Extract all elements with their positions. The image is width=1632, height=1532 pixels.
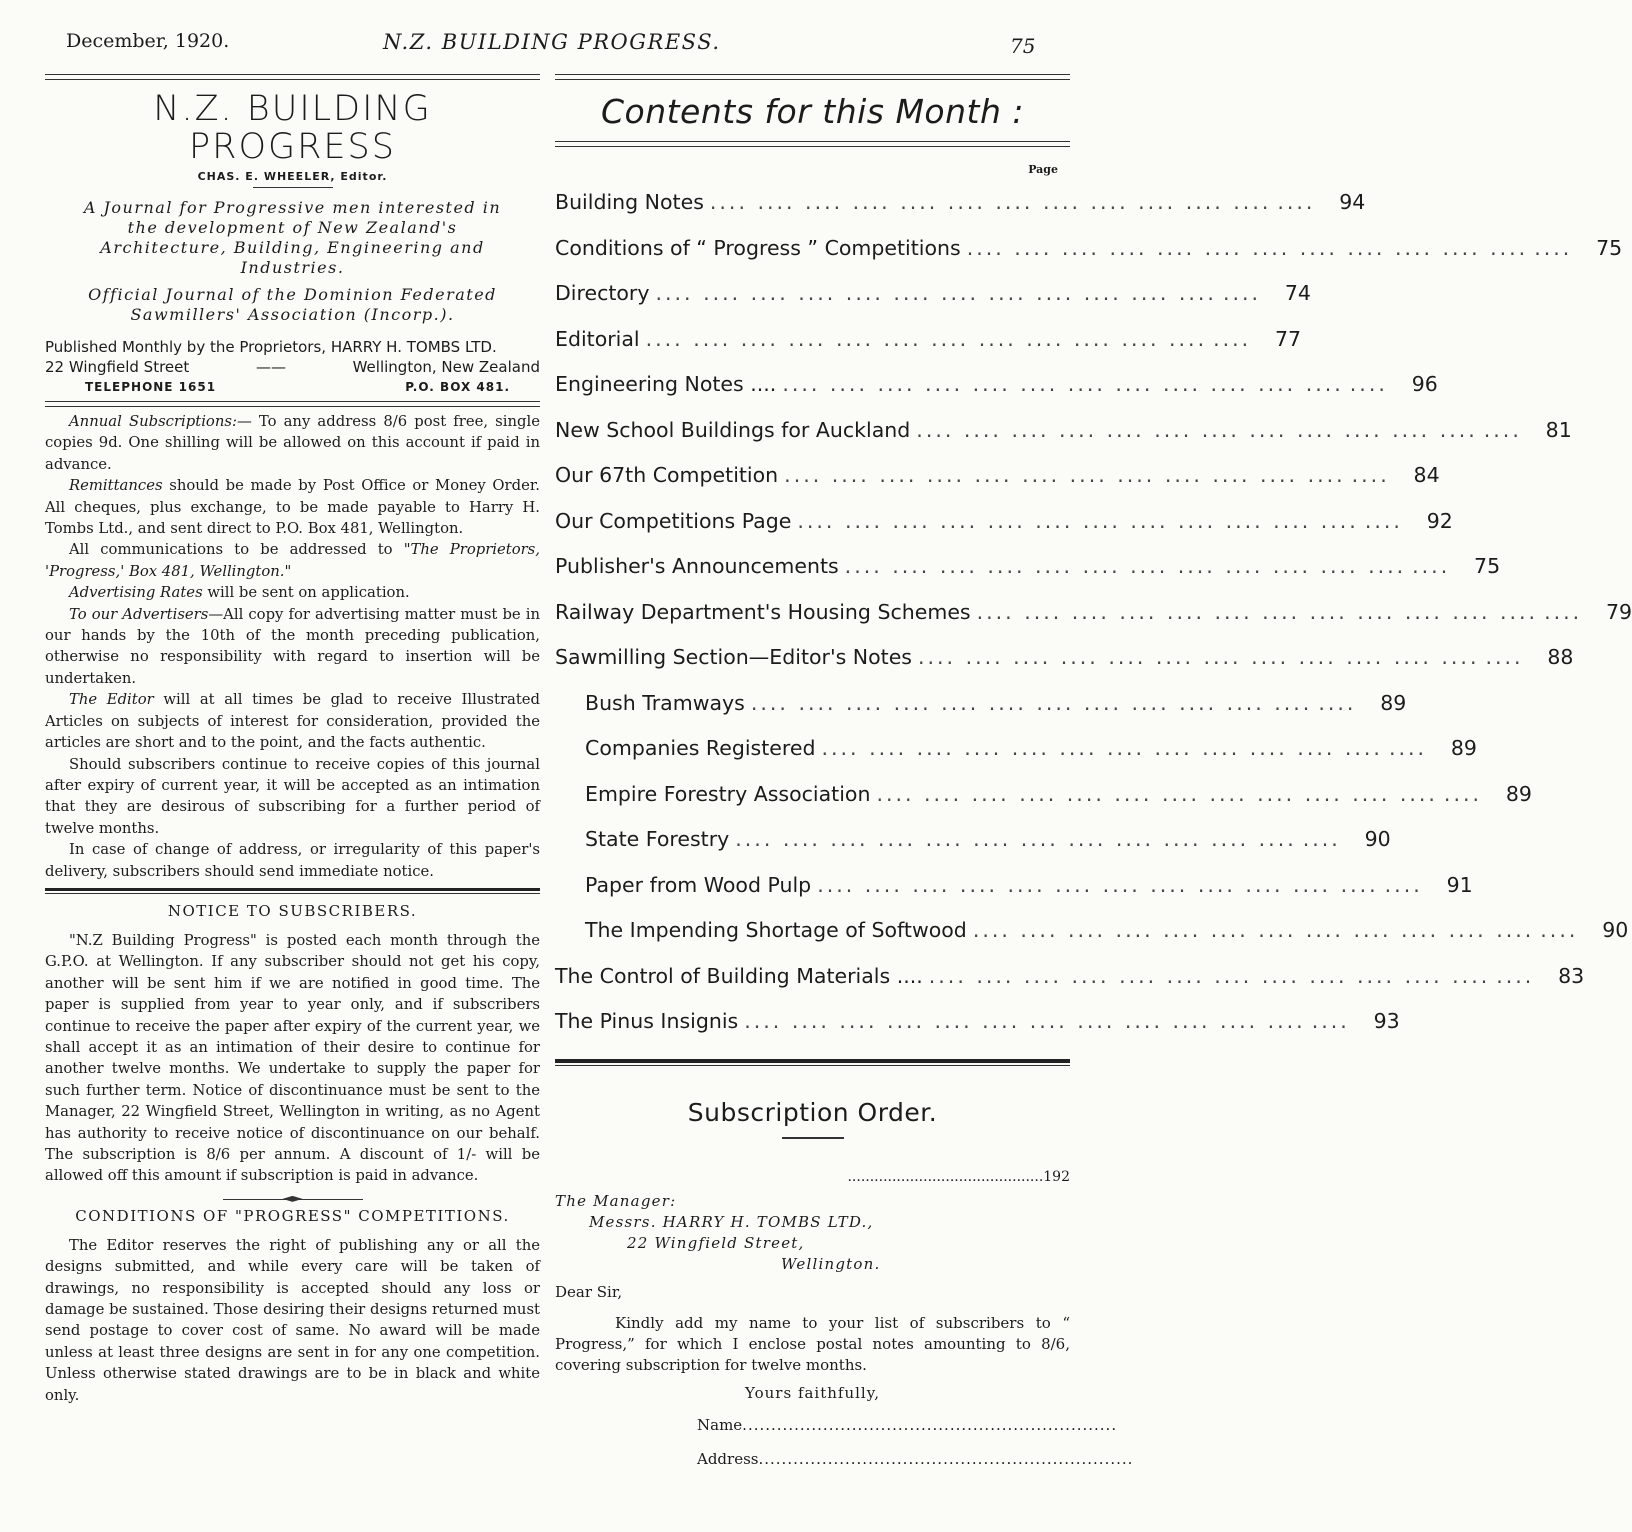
salutation: Dear Sir, [555, 1282, 623, 1301]
contents-dots: .... [1311, 1009, 1350, 1033]
contents-top-rule [555, 74, 1070, 80]
contents-leader-dots [729, 817, 1296, 863]
masthead-title: N.Z. BUILDING PROGRESS [153, 89, 432, 167]
contents-entry-page: 77 [1275, 326, 1302, 351]
contents-entry-title: Conditions of “ Progress ” Competitions [555, 235, 961, 260]
contents-leader-dots [791, 499, 1358, 545]
annual-subscriptions-para: Annual Subscriptions:— To any address 8/6 post free, single copies 9d. One shilling will be allowed on this account if paid in advance. [45, 413, 540, 473]
contents-entry-title: Editorial [555, 326, 640, 351]
contents-entry-title: State Forestry [585, 827, 730, 851]
contents-entry-title: Sawmilling Section—Editor's Notes [555, 645, 912, 669]
publisher-address [45, 357, 540, 377]
name-field[interactable] [555, 1415, 1118, 1434]
running-head [0, 30, 1114, 60]
contents-dots: .... [1496, 963, 1535, 988]
address-dash: —— [255, 358, 286, 376]
contents-entry-title: Our Competitions Page [555, 508, 792, 533]
contents-dots: .... [1302, 827, 1341, 851]
contents-entry [555, 499, 1453, 545]
contents-entry-page: 84 [1413, 463, 1440, 487]
contents-leader-dots [738, 999, 1305, 1045]
contents-entry [555, 317, 1302, 363]
contents-entry-title: Empire Forestry Association [585, 781, 871, 806]
contents-entry-title: Publisher's Announcements [555, 554, 839, 578]
po-box: P.O. BOX 481. [405, 380, 510, 394]
contents-bottom-rule [555, 141, 1070, 147]
contents-entry-page: 91 [1446, 872, 1473, 897]
contents-entry-title: Our 67th Competition [555, 463, 779, 487]
contents-dots: .... [1540, 918, 1579, 942]
publisher-contacts [45, 377, 540, 397]
subscription-info [45, 411, 540, 882]
city: Wellington, New Zealand [352, 358, 540, 376]
contents-entry [555, 908, 1629, 954]
contents-dots: .... [1485, 645, 1524, 669]
contents-entry-page: 74 [1284, 281, 1311, 305]
contents-leader-dots [745, 681, 1312, 727]
contents-dots: .... [1318, 690, 1357, 715]
contents-dots: .... [1388, 736, 1428, 760]
addr-company: Messrs. HARRY H. TOMBS LTD., [589, 1212, 874, 1231]
street: 22 Wingfield Street [45, 358, 190, 376]
contents-leader-dots [971, 590, 1538, 636]
subscription-title-rule [782, 1137, 844, 1139]
address-label: Address [697, 1449, 759, 1468]
contents-dots: .... [1483, 417, 1522, 442]
contents-entry [555, 726, 1477, 772]
subscription-order-title: Subscription Order. [687, 1097, 938, 1127]
subscription-top-rule [555, 1059, 1070, 1066]
contents-entry-title: The Impending Shortage of Softwood [585, 918, 967, 942]
issue-date: December, 1920. [66, 30, 230, 52]
contents-dots: .... [1277, 190, 1316, 214]
contents-entry-title: Companies Registered [585, 736, 816, 760]
journal-tagline: A Journal for Progressive men interested in the development of New Zealand's Architecture, Building, Engineering and Industries. [83, 198, 502, 277]
contents-entry-page: 93 [1373, 1009, 1400, 1033]
contents-dots: .... [1213, 326, 1252, 351]
contents-entry-page: 90 [1602, 918, 1629, 942]
contents-entry-title: Directory [555, 281, 650, 305]
page-number: 75 [1010, 34, 1036, 58]
contents-entry [555, 954, 1585, 1000]
contents-leader-dots [704, 180, 1271, 226]
contents-entry-page: 92 [1426, 508, 1453, 533]
contents-entry [555, 362, 1438, 408]
contents-leader-dots [923, 954, 1490, 1000]
editor-credit: CHAS. E. WHEELER, Editor. [197, 170, 388, 183]
addr-city: Wellington. [781, 1254, 881, 1273]
contents-entry [555, 999, 1400, 1045]
remittances-para: Remittances should be made by Post Office or Money Order. All cheques, plus exchange, to be made payable to Harry H. Tombs Ltd., and sent direct to P.O. Box 481, Wellington. [45, 477, 540, 538]
contents-entry [555, 635, 1574, 681]
contents-dots: .... [1384, 872, 1423, 897]
telephone: TELEPHONE 1651 [85, 380, 217, 394]
address-field[interactable] [555, 1449, 1134, 1468]
contents-leader-dots [910, 408, 1477, 454]
contents-entry [555, 226, 1623, 272]
contents-leader-dots [961, 226, 1528, 272]
contents-entry-title: Paper from Wood Pulp [585, 872, 812, 897]
contents-dots: .... [1534, 235, 1573, 260]
contents-leader-dots [776, 362, 1343, 408]
notice-body [45, 930, 540, 1187]
contents-leader-dots [815, 726, 1382, 772]
communications-para: All communications to be addressed to "The Proprietors, 'Progress,' Box 481, Wellington." [45, 541, 540, 580]
closing: Yours faithfully, [745, 1383, 880, 1402]
conditions-title: CONDITIONS OF "PROGRESS" COMPETITIONS. [75, 1206, 510, 1225]
contents-leader-dots [811, 863, 1378, 909]
publisher-info [45, 337, 540, 397]
contents-entry-page: 88 [1547, 645, 1574, 669]
name-label: Name [697, 1415, 743, 1434]
contents-entry-title: The Control of Building Materials .... [555, 963, 923, 988]
contents-entry-page: 89 [1380, 690, 1407, 715]
journal-running-title: N.Z. BUILDING PROGRESS. [383, 30, 721, 54]
contents-dots: .... [1351, 463, 1390, 487]
contents-entry-title: The Pinus Insignis [555, 1009, 739, 1033]
change-address-para: In case of change of address, or irregularity of this paper's delivery, subscribers should send immediate notice. [45, 841, 540, 880]
contents-entry-title: Railway Department's Housing Schemes [555, 599, 971, 624]
contents-leader-dots [870, 772, 1437, 818]
contents-leader-dots [640, 317, 1207, 363]
contents-entry-page: 96 [1411, 372, 1438, 396]
contents-entry-page: 89 [1450, 736, 1477, 760]
contents-dots: .... [1443, 781, 1482, 806]
contents-entry [555, 180, 1366, 226]
publisher-line: Published Monthly by the Proprietors, HARRY H. TOMBS LTD. [45, 338, 497, 356]
contents-dots: .... [1222, 281, 1262, 305]
contents-entry [555, 863, 1473, 909]
contents-entry-page: 90 [1364, 827, 1391, 851]
contents-dots: .... [1544, 599, 1583, 624]
contents-entry-title: New School Buildings for Auckland [555, 417, 911, 442]
addr-manager: The Manager: [555, 1191, 677, 1210]
to-advertisers-para: To our Advertisers—All copy for advertising matter must be in our hands by the 10th of the month preceding publication, otherwise no responsibility with regard to insertion will be undertaken. [45, 605, 541, 687]
page-column-header: Page [1028, 163, 1058, 176]
manager-address [555, 1191, 1070, 1275]
continue-para: Should subscribers continue to receive copies of this journal after expiry of current year, it will be accepted as an intimation that they are desirous of subscribing for a further period of twelve months. [45, 755, 540, 837]
contents-entry-title: Bush Tramways [585, 690, 745, 715]
notice-para: "N.Z Building Progress" is posted each month through the G.P.O. at Wellington. If any subscriber should not get his copy, another will be sent him if we are notified in good time. The paper is supplied from year to year only, and if subscribers continue to receive the paper after expiry of the current year, we shall accept it as an intimation of their desire to continue for another twelve months. We undertake to supply the paper for such further term. Notice of discontinuance must be sent to the Manager, 22 Wingfield Street, Wellington in writing, as no Agent has authority to receive notice of discontinuance on our behalf. The subscription is 8/6 per annum. A discount of 1/- will be allowed off this amount if subscription is paid in advance. [45, 931, 540, 1185]
contents-entry-page: 89 [1505, 781, 1532, 806]
contents-leader-dots [778, 453, 1345, 499]
notice-top-rule [45, 888, 540, 894]
contents-dots: .... [1349, 372, 1388, 396]
contents-entry-title: Engineering Notes .... [555, 372, 777, 396]
contents-entry-page: 79 [1605, 599, 1632, 624]
contents-list [555, 180, 1632, 1045]
left-column [45, 74, 540, 1406]
contents-entry [555, 408, 1572, 454]
contents-leader-dots [967, 908, 1534, 954]
contents-entry [555, 590, 1632, 636]
name-field-dots: ................................................................. [742, 1415, 1118, 1434]
masthead-top-rule [45, 74, 540, 80]
contents-entry [555, 681, 1407, 727]
advertising-rates-para: Advertising Rates will be sent on application. [69, 584, 410, 602]
contents-entry [555, 817, 1391, 863]
contents-entry-page: 81 [1545, 417, 1572, 442]
editor-para: The Editor will at all times be glad to receive Illustrated Articles on subjects of interest for consideration, provided the articles are short and to the point, and the facts authentic. [45, 691, 541, 752]
contents-entry-page: 83 [1558, 963, 1585, 988]
contents-entry [555, 772, 1532, 818]
contents-entry-page: 94 [1339, 190, 1366, 214]
contents-dots: .... [1364, 508, 1403, 533]
date-line: ............................................192 [847, 1168, 1070, 1185]
contents-leader-dots [839, 544, 1406, 590]
contents-entry-page: 75 [1596, 235, 1623, 260]
contents-leader-dots [912, 635, 1479, 681]
subscription-body [555, 1313, 1070, 1376]
contents-entry [555, 453, 1440, 499]
conditions-body [45, 1235, 540, 1406]
contents-leader-dots [649, 271, 1216, 317]
subscription-request: Kindly add my name to your list of subscribers to “ Progress,” for which I enclose postal notes amounting to 8/6, covering subscription for twelve months. [555, 1313, 1070, 1374]
official-journal-note: Official Journal of the Dominion Federated Sawmillers' Association (Incorp.). [88, 285, 497, 324]
right-column [555, 74, 1632, 1468]
contents-entry [555, 271, 1311, 317]
ornament-divider [223, 1195, 363, 1203]
contents-entry-page: 75 [1474, 554, 1501, 578]
masthead-short-rule [253, 187, 333, 188]
contents-entry-title: Building Notes [555, 190, 704, 214]
addr-street: 22 Wingfield Street, [627, 1233, 805, 1252]
contents-dots: .... [1412, 554, 1451, 578]
info-top-rule [45, 401, 540, 407]
conditions-para: The Editor reserves the right of publishing any or all the designs submitted, and while every care will be taken of drawings, no responsibility is accepted should any loss or damage be sustained. Those desiring their designs returned must send postage to cover cost of same. No award will be made unless at least three designs are sent in for any one competition. Unless otherwise stated drawings are to be in black and white only. [45, 1236, 540, 1404]
address-field-dots: ................................................................. [758, 1449, 1134, 1468]
contents-title: Contents for this Month : [600, 92, 1025, 131]
notice-title: NOTICE TO SUBSCRIBERS. [167, 901, 418, 920]
contents-entry [555, 544, 1501, 590]
